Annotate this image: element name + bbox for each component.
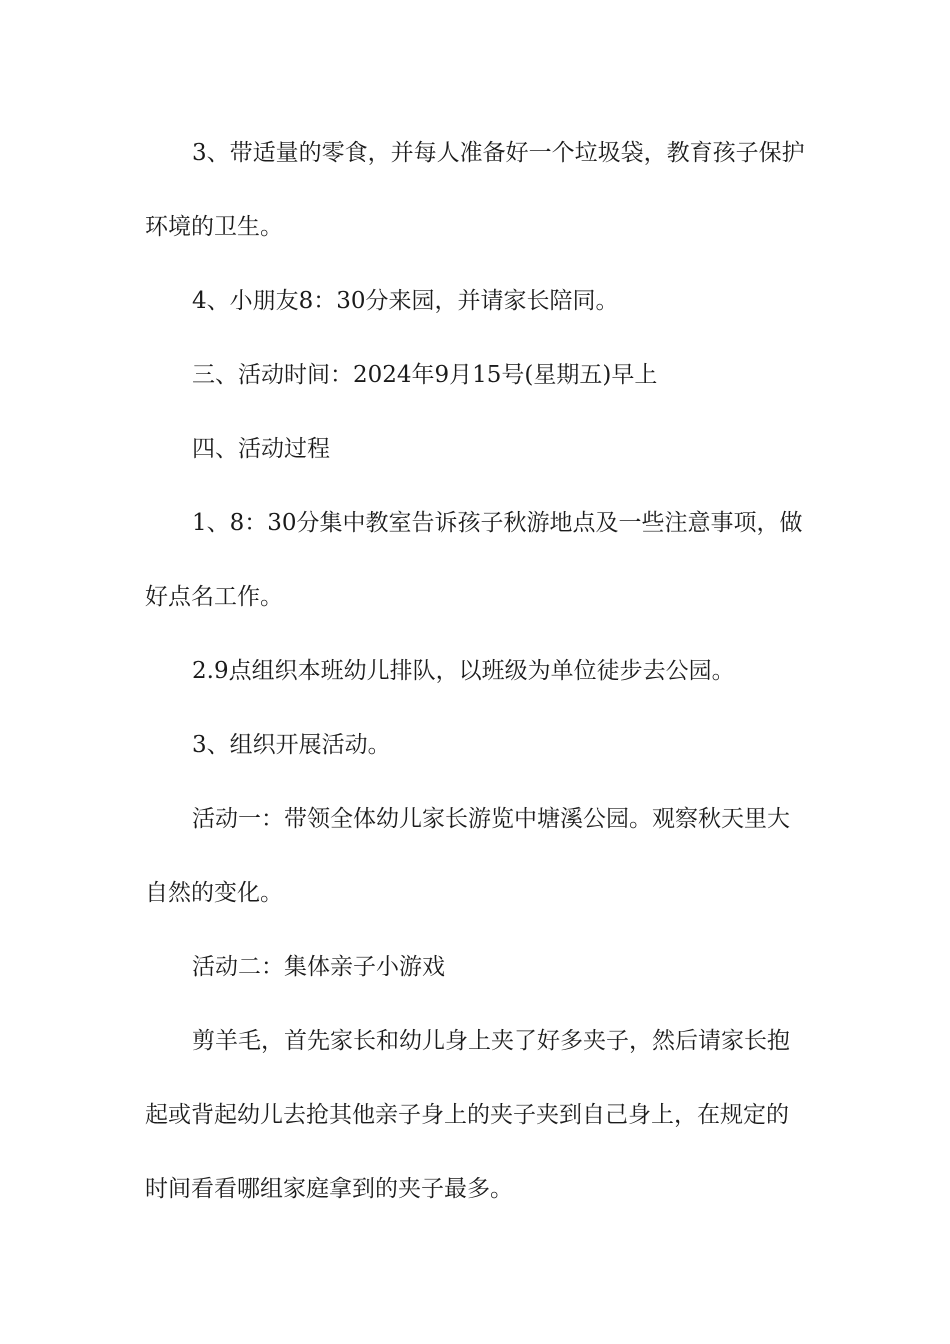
section-heading-time: 三、活动时间：2024年9月15号(星期五)早上 <box>192 362 658 388</box>
paragraph-activities: 3、组织开展活动。 <box>192 732 391 758</box>
paragraph-gathering: 1、8：30分集中教室告诉孩子秋游地点及一些注意事项，做好点名工作。 <box>145 510 803 610</box>
paragraph-activity-one: 活动一：带领全体幼儿家长游览中塘溪公园。观察秋天里大自然的变化。 <box>145 806 790 906</box>
paragraph-arrival: 4、小朋友8：30分来园，并请家长陪同。 <box>192 288 619 314</box>
paragraph-snacks: 3、带适量的零食，并每人准备好一个垃圾袋，教育孩子保护环境的卫生。 <box>145 140 805 240</box>
paragraph-lineup: 2.9点组织本班幼儿排队，以班级为单位徒步去公园。 <box>192 658 735 684</box>
paragraph-activity-two: 活动二：集体亲子小游戏 <box>192 954 445 980</box>
section-heading-process: 四、活动过程 <box>192 436 330 462</box>
paragraph-game-description: 剪羊毛，首先家长和幼儿身上夹了好多夹子，然后请家长抱起或背起幼儿去抢其他亲子身上的夹子夹到自己身上，在规定的时间看看哪组家庭拿到的夹子最多。 <box>145 1028 790 1202</box>
